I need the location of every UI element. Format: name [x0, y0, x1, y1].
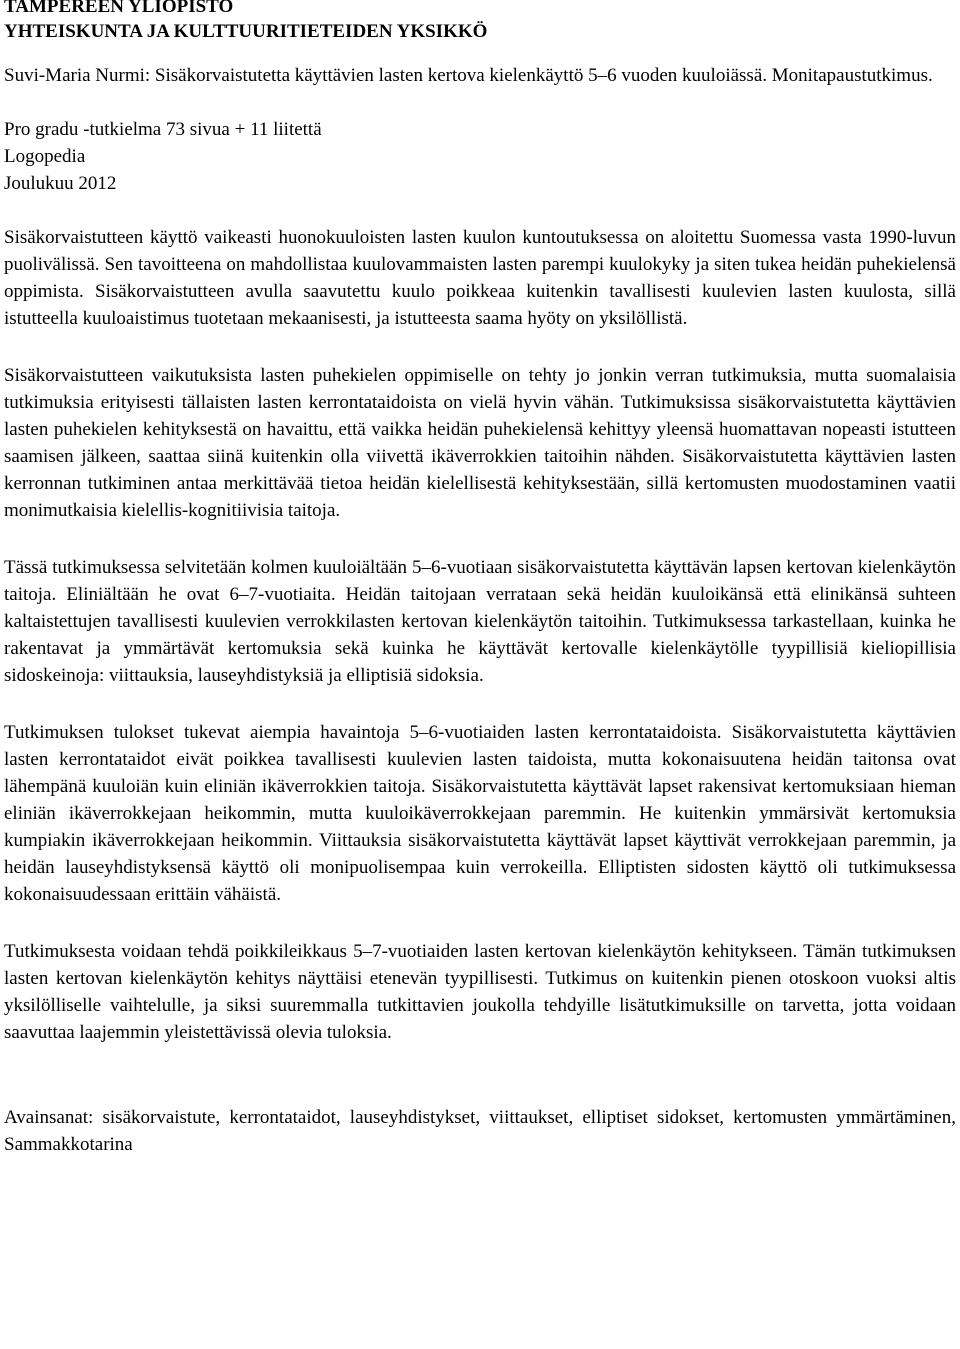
abstract-paragraph-1: Sisäkorvaistutteen käyttö vaikeasti huonokuuloisten lasten kuulon kuntoutuksessa on aloitettu Suomessa vasta 1990-luvun puolivälissä. Sen tavoitteena on mahdollistaa kuulovammaisten lasten parempi kuulokyky ja siten tukea heidän puhekielensä oppimista. Sisäkorvaistutteen avulla saavutettu kuulo poikkeaa kuitenkin tavallisesti kuulevien lasten kuulosta, sillä istutteella kuuloaistimus tuotetaan mekaanisesti, ja istutteesta saama hyöty on yksilöllistä.	[4, 227, 956, 329]
unit-name: YHTEISKUNTA JA KULTTUURITIETEIDEN YKSIKKÖ	[4, 21, 488, 42]
document-page	[4, 0, 956, 1158]
spacer	[4, 689, 956, 719]
abstract-paragraph-2: Sisäkorvaistutteen vaikutuksista lasten puhekielen oppimiselle on tehty jo jonkin verran tutkimuksia, mutta suomalaisia tutkimuksia erityisesti tällaisten lasten kerrontataidoista on vielä hyvin vähän. Tutkimuksissa sisäkorvaistutetta käyttävien lasten puhekielen kehityksestä on havaittu, että vaikka heidän puhekielensä kehittyy yleensä huomattavan nopeasti istutteen saamisen jälkeen, saattaa siinä kuitenkin olla viivettä ikäverrokkien taitoihin nähden. Sisäkorvaistutetta käyttävien lasten kerronnan tutkiminen antaa merkittävää tietoa heidän kielellisestä kehityksestään, sillä kertomusten muodostaminen vaatii monimutkaisia kielellis-kognitiivisia taitoja.	[4, 365, 956, 521]
spacer	[4, 524, 956, 554]
spacer	[4, 44, 956, 62]
university-name: TAMPEREEN YLIOPISTO	[4, 0, 234, 17]
spacer	[4, 908, 956, 938]
spacer	[4, 197, 956, 224]
thesis-title-line: Suvi-Maria Nurmi: Sisäkorvaistutetta käyttävien lasten kertova kielenkäyttö 5–6 vuoden kuuloiässä. Monitapaustutkimus.	[4, 65, 933, 86]
spacer	[4, 1046, 956, 1104]
abstract-paragraph-4: Tutkimuksen tulokset tukevat aiempia havaintoja 5–6-vuotiaiden lasten kerrontataidoista. Sisäkorvaistutetta käyttävien lasten kerrontataidot eivät poikkea tavallisesti kuulevien lasten taidoista, mutta kokonaisuutena heidän taitonsa ovat lähempänä kuuloiän kuin eliniän ikäverrokkien taitoja. Sisäkorvaistutetta käyttävät lapset rakensivat kertomuksiaan hieman eliniän ikäverrokkejaan heikommin, mutta kuuloikäverrokkejaan paremmin. He kuitenkin ymmärsivät kertomuksia kumpiakin ikäverrokkejaan heikommin. Viittauksia sisäkorvaistutetta käyttävät lapset käyttivät verrokkejaan paremmin, ja heidän lauseyhdistyksensä käyttö oli monipuolisempaa kuin verrokeilla. Elliptisten sidosten käyttö oli tutkimuksessa kokonaisuudessaan erittäin vähäistä.	[4, 722, 956, 905]
abstract-paragraph-5: Tutkimuksesta voidaan tehdä poikkileikkaus 5–7-vuotiaiden lasten kertovan kielenkäytön kehitykseen. Tämän tutkimuksen lasten kertovan kielenkäytön kehitys näyttäisi etenevän tyypillisesti. Tutkimus on kuitenkin pienen otoskoon vuoksi altis yksilölliselle vaihtelulle, ja siksi suuremmalla tutkittavien joukolla tehdyille lisätutkimuksille on tarvetta, jotta voidaan saavuttaa laajemmin yleistettävissä olevia tuloksia.	[4, 941, 956, 1043]
date-line: Joulukuu 2012	[4, 173, 117, 194]
spacer	[4, 89, 956, 116]
keywords-line: Avainsanat: sisäkorvaistute, kerrontataidot, lauseyhdistykset, viittaukset, elliptiset sidokset, kertomusten ymmärtäminen, Sammakkotarina	[4, 1107, 956, 1155]
abstract-paragraph-3: Tässä tutkimuksessa selvitetään kolmen kuuloiältään 5–6-vuotiaan sisäkorvaistutetta käyttävän lapsen kertovan kielenkäytön taitoja. Eliniältään he ovat 6–7-vuotiaita. Heidän taitojaan verrataan sekä heidän kuuloikänsä että elinikänsä suhteen kaltaistettujen tavallisesti kuulevien verrokkilasten kertovan kielenkäytön taitoihin. Tutkimuksessa tarkastellaan, kuinka he rakentavat ja ymmärtävät kertomuksia sekä kuinka he käyttävät kertovalle kielenkäytölle tyypillisiä kieliopillisia sidoskeinoja: viittauksia, lauseyhdistyksiä ja elliptisiä sidoksia.	[4, 557, 956, 686]
thesis-info: Pro gradu -tutkielma 73 sivua + 11 liitettä	[4, 119, 322, 140]
subject-line: Logopedia	[4, 146, 86, 167]
spacer	[4, 332, 956, 362]
